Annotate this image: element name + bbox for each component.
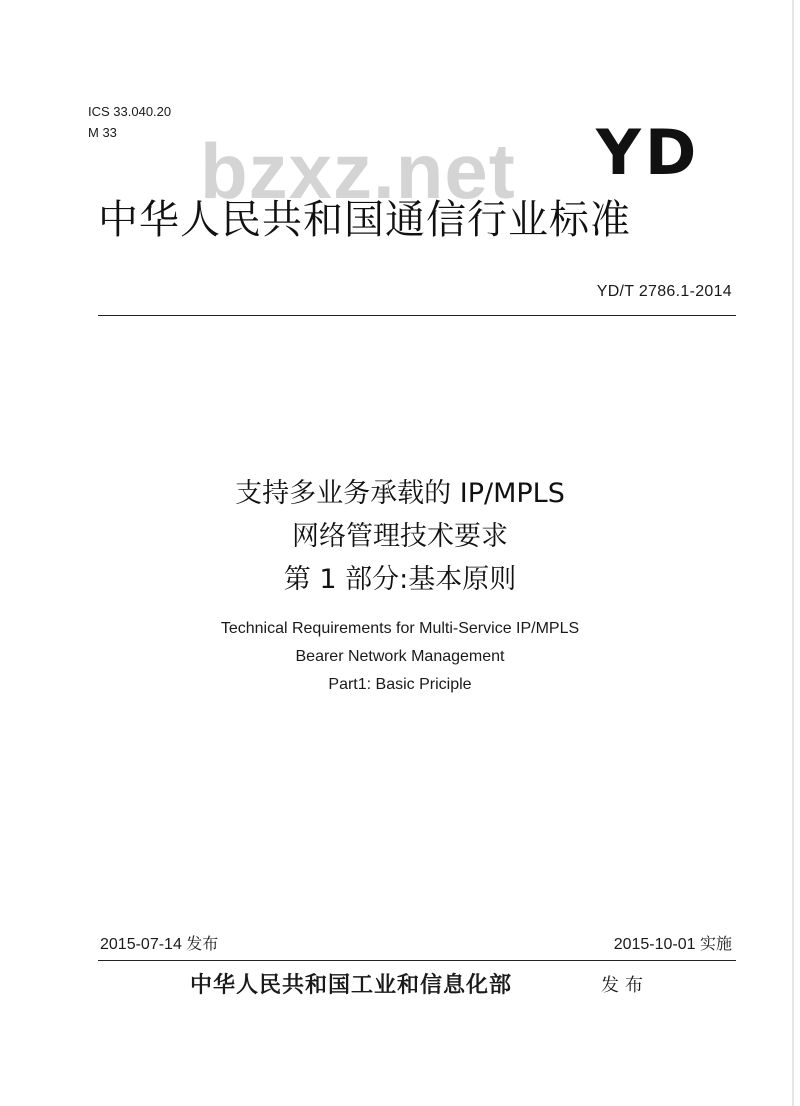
footer-divider: [98, 960, 736, 961]
issuing-authority: 中华人民共和国工业和信息化部: [190, 972, 513, 998]
chinese-title-line-3: 第 1 部分:基本原则: [283, 564, 517, 595]
issue-label: 发布: [601, 975, 649, 996]
english-title-line-2: Bearer Network Management: [295, 648, 505, 665]
chinese-title-line-2: 网络管理技术要求: [292, 521, 508, 552]
yd-logo: YD: [596, 116, 701, 189]
chinese-title-line-1: 支持多业务承载的 IP/MPLS: [235, 478, 565, 509]
english-title: [0, 615, 800, 699]
chinese-title: [0, 472, 800, 601]
issue-date: 2015-07-14 发布: [100, 936, 219, 953]
english-title-line-1: Technical Requirements for Multi-Service IP/MPLS: [220, 620, 580, 637]
header-divider: [98, 315, 736, 316]
english-title-line-3: Part1: Basic Priciple: [328, 676, 472, 693]
standard-category-title: 中华人民共和国通信行业标准: [98, 197, 631, 243]
implementation-date: 2015-10-01 实施: [613, 936, 732, 953]
standard-number: YD/T 2786.1-2014: [596, 283, 732, 300]
watermark: bzxz.net: [200, 127, 516, 215]
ics-code: ICS 33.040.20: [88, 104, 172, 119]
ccs-code: M 33: [88, 125, 117, 140]
